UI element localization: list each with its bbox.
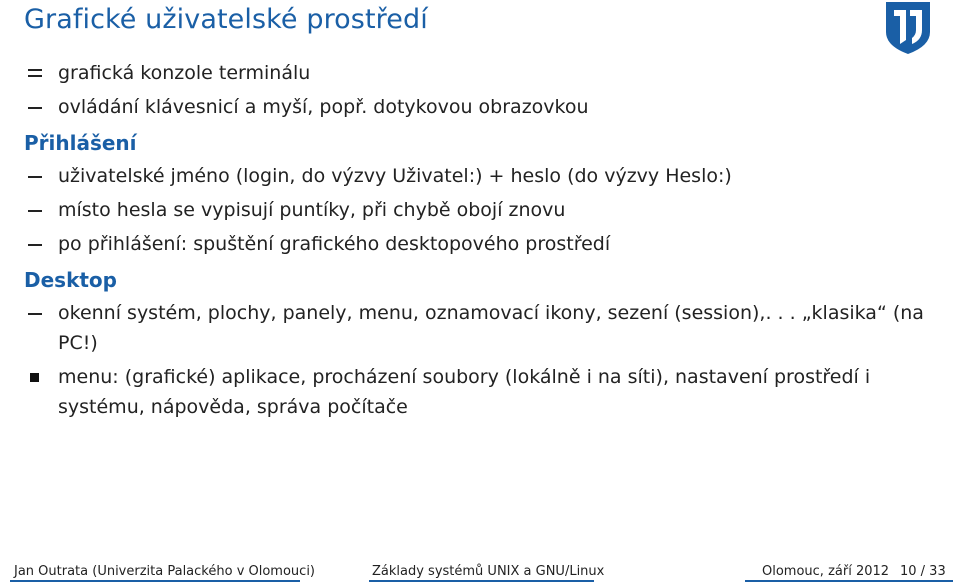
list-item	[24, 92, 944, 122]
footer-course: Základy systémů UNIX a GNU/Linux	[372, 564, 605, 579]
dash-bullet	[28, 107, 42, 109]
slide-title: Grafické uživatelské prostředí	[24, 4, 428, 35]
square-bullet	[30, 373, 39, 382]
dash-bullet	[28, 313, 42, 315]
list-item-text: místo hesla se vypisují puntíky, při chybě obojí znovu	[58, 199, 566, 221]
list-item-text: menu: (grafické) aplikace, procházení soubory (lokálně i na síti), nastavení prostředí i systému, nápověda, správa počítače	[58, 366, 871, 418]
list-item	[24, 58, 944, 88]
list-item	[24, 298, 944, 358]
list-item	[24, 195, 944, 225]
footer-page-number: 10 / 33	[900, 564, 946, 579]
university-logo-icon	[880, 0, 936, 56]
footer-place-date: Olomouc, září 2012	[762, 564, 890, 579]
section-heading-login: Přihlášení	[24, 131, 137, 155]
dash-bullet	[28, 244, 42, 246]
list-item	[24, 362, 944, 422]
dash-bullet	[28, 176, 42, 178]
slide-footer	[0, 560, 960, 584]
dash-bullet	[28, 210, 42, 212]
footer-author: Jan Outrata (Univerzita Palackého v Olomouci)	[14, 564, 315, 579]
list-item-text: grafická konzole terminálu	[58, 62, 311, 84]
equals-bullet	[28, 69, 42, 77]
list-item	[24, 229, 944, 259]
list-item	[24, 161, 944, 191]
list-item-text: okenní systém, plochy, panely, menu, oznamovací ikony, sezení (session),. . . „klasika“ (na PC!)	[58, 302, 924, 354]
list-item-text: uživatelské jméno (login, do výzvy Uživatel:) + heslo (do výzvy Heslo:)	[58, 165, 732, 187]
list-item-text: po přihlášení: spuštění grafického desktopového prostředí	[58, 233, 611, 255]
section-heading-desktop: Desktop	[24, 268, 117, 292]
slide-content	[24, 58, 944, 426]
list-item-text: ovládání klávesnicí a myší, popř. dotykovou obrazovkou	[58, 96, 589, 118]
